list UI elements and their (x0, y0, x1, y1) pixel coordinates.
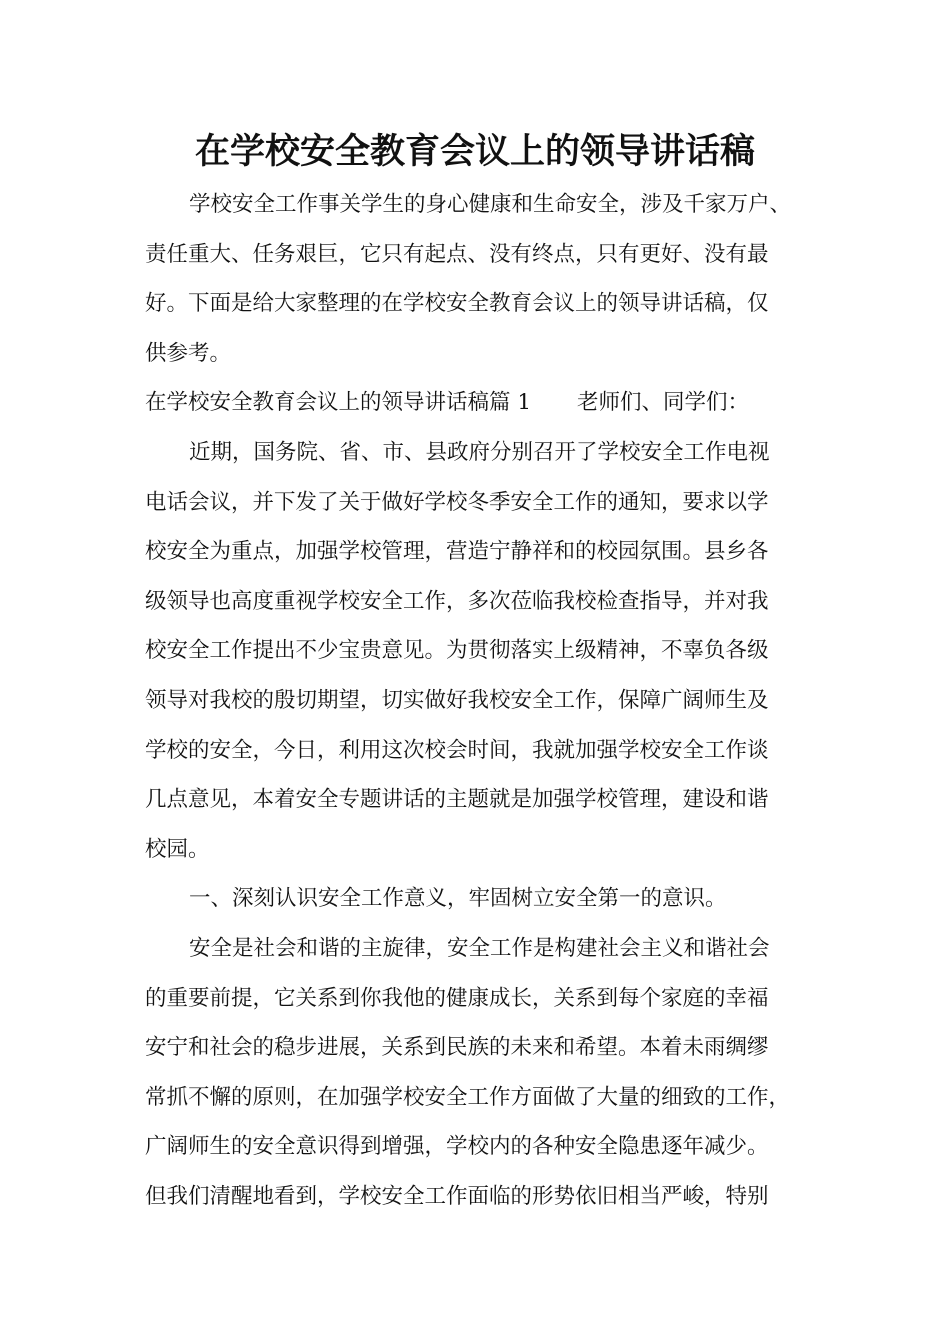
paragraph-line: 学校安全工作事关学生的身心健康和生命安全，涉及千家万户、 (189, 192, 792, 217)
paragraph-line: 安全是社会和谐的主旋律，安全工作是构建社会主义和谐社会 (189, 935, 770, 961)
document-body (145, 180, 835, 1221)
paragraph-line: 常抓不懈的原则，在加强学校安全工作方面做了大量的细致的工作， (145, 1084, 791, 1110)
paragraph-line: 安宁和社会的稳步进展，关系到民族的未来和希望。本着未雨绸缪 (145, 1035, 769, 1061)
paragraph-line: 电话会议，并下发了关于做好学校冬季安全工作的通知，要求以学 (145, 489, 769, 515)
paragraph-line: 校安全工作提出不少宝贵意见。为贯彻落实上级精神，不辜负各级 (145, 638, 769, 664)
point-heading: 一、深刻认识安全工作意义，牢固树立安全第一的意识。 (189, 886, 727, 912)
section-heading: 在学校安全教育会议上的领导讲话稿篇 1 (145, 390, 532, 416)
paragraph-line: 级领导也高度重视学校安全工作，多次莅临我校检查指导，并对我 (145, 588, 769, 614)
salutation: 老师们、同学们： (577, 390, 750, 416)
paragraph-line: 学校的安全，今日，利用这次校会时间，我就加强学校安全工作谈 (145, 737, 769, 763)
paragraph-line: 校安全为重点，加强学校管理，营造宁静祥和的校园氛围。县乡各 (145, 539, 769, 565)
paragraph-line: 好。下面是给大家整理的在学校安全教育会议上的领导讲话稿，仅 (145, 291, 769, 317)
paragraph-line: 但我们清醒地看到，学校安全工作面临的形势依旧相当严峻，特别 (145, 1183, 769, 1209)
paragraph-line: 校园。 (145, 836, 210, 862)
paragraph-line: 几点意见，本着安全专题讲话的主题就是加强学校管理，建设和谐 (145, 787, 769, 813)
paragraph-line: 责任重大、任务艰巨，它只有起点、没有终点，只有更好、没有最 (145, 241, 769, 267)
paragraph-line: 近期，国务院、省、市、县政府分别召开了学校安全工作电视 (189, 439, 770, 465)
paragraph-line: 的重要前提，它关系到你我他的健康成长，关系到每个家庭的幸福 (145, 985, 769, 1011)
paragraph-line: 供参考。 (145, 340, 232, 366)
section-heading-line (145, 378, 835, 428)
paragraph-line: 广阔师生的安全意识得到增强，学校内的各种安全隐患逐年减少。 (145, 1134, 769, 1160)
document-title: 在学校安全教育会议上的领导讲话稿 (194, 131, 755, 172)
paragraph-line: 领导对我校的殷切期望，切实做好我校安全工作，保障广阔师生及 (145, 687, 769, 713)
